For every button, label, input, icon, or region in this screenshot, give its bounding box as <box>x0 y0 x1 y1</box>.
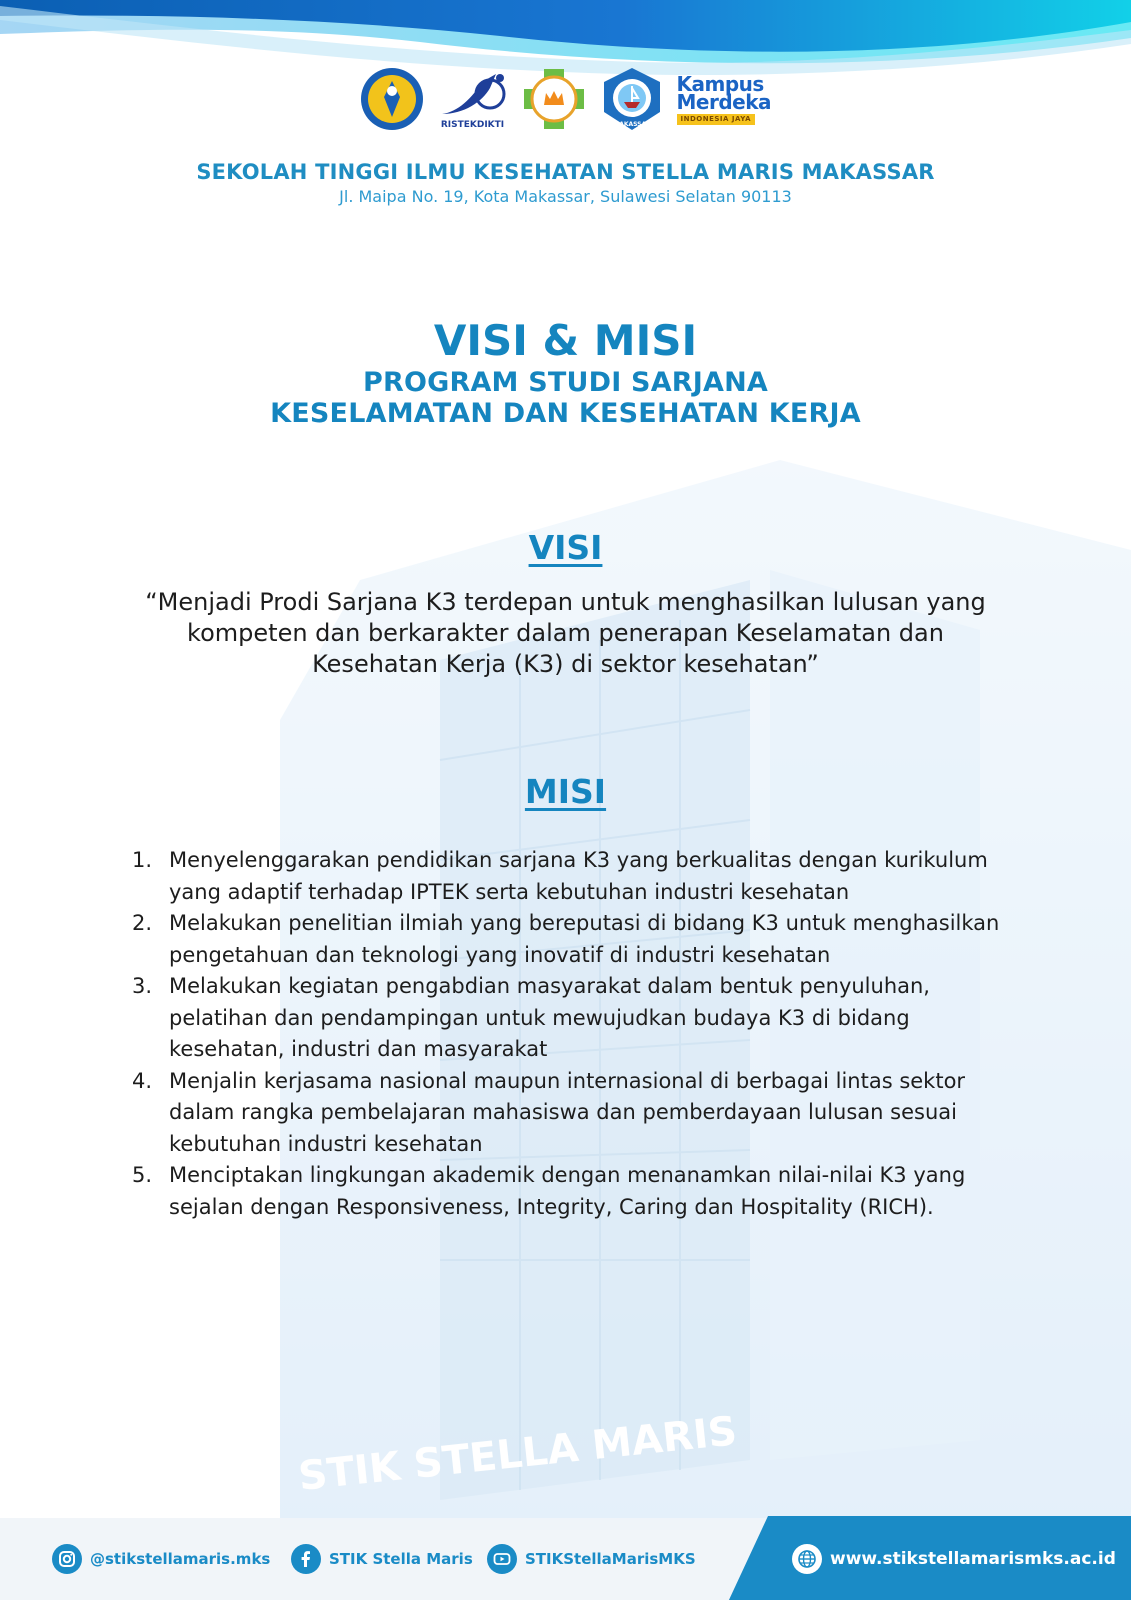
instagram-link[interactable] <box>52 1544 270 1574</box>
main-title: VISI & MISI <box>433 316 698 365</box>
website-link[interactable] <box>792 1544 1116 1574</box>
facebook-link[interactable] <box>291 1544 473 1574</box>
misi-item-number: 4. <box>132 1068 153 1093</box>
misi-item-text: Melakukan kegiatan pengabdian masyarakat dalam bentuk penyuluhan, pelatihan dan pendampingan untuk mewujudkan budaya K3 di bidang kesehatan, industri dan masyarakat <box>169 974 930 1061</box>
visi-statement: “Menjadi Prodi Sarjana K3 terdepan untuk menghasilkan lulusan yang kompeten dan berkarakter dalam penerapan Keselamatan dan Kesehatan Kerja (K3) di sektor kesehatan” <box>145 588 986 678</box>
misi-item-text: Menjalin kerjasama nasional maupun internasional di berbagai lintas sektor dalam rangka pembelajaran mahasiswa dan pemberdayaan lulusan sesuai kebutuhan industri kesehatan <box>169 1068 966 1156</box>
kampus-merdeka-logo <box>677 66 773 132</box>
tut-wuri-handayani-logo <box>359 66 425 132</box>
misi-item-number: 3. <box>132 974 153 998</box>
subtitle-line-2: KESELAMATAN DAN KESEHATAN KERJA <box>270 398 861 429</box>
stella-maris-logo <box>599 66 665 132</box>
institution-name: SEKOLAH TINGGI ILMU KESEHATAN STELLA MARIS MAKASSAR <box>196 160 935 184</box>
misi-item <box>132 1066 1022 1161</box>
facebook-name: STIK Stella Maris <box>329 1550 473 1568</box>
yayasan-ratna-miriam-logo <box>521 66 587 132</box>
visi-heading: VISI <box>528 528 603 567</box>
misi-item-number: 1. <box>132 848 153 872</box>
misi-item-text: Menciptakan lingkungan akademik dengan menanamkan nilai-nilai K3 yang sejalan dengan Responsiveness, Integrity, Caring dan Hospitality (RICH). <box>169 1163 966 1219</box>
logo-row <box>0 66 1131 132</box>
footer <box>0 1518 1131 1600</box>
instagram-handle: @stikstellamaris.mks <box>90 1550 271 1568</box>
kampus-merdeka-line1: Kampus <box>676 71 764 96</box>
kampus-merdeka-tagline: INDONESIA JAYA <box>677 114 756 125</box>
subtitle-line-1: PROGRAM STUDI SARJANA <box>362 367 769 398</box>
misi-item-text: Menyelenggarakan pendidikan sarjana K3 yang berkualitas dengan kurikulum yang adaptif terhadap IPTEK serta kebutuhan industri kesehatan <box>169 848 988 904</box>
misi-item-text: Melakukan penelitian ilmiah yang bereputasi di bidang K3 untuk menghasilkan pengetahuan dan teknologi yang inovatif di industri kesehatan <box>169 911 1000 967</box>
youtube-link[interactable] <box>487 1544 696 1574</box>
ristekdikti-caption: RISTEKDIKTI <box>440 120 505 130</box>
misi-item <box>132 971 1022 1066</box>
building-sign-text: STIK STELLA MARIS <box>296 1408 740 1500</box>
website-url: www.stikstellamarismks.ac.id <box>830 1549 1116 1569</box>
misi-item <box>132 908 1022 971</box>
youtube-icon <box>487 1544 517 1574</box>
youtube-channel: STIKStellaMarisMKS <box>525 1550 696 1568</box>
misi-heading: MISI <box>524 772 607 811</box>
misi-item <box>132 1160 1022 1223</box>
globe-icon <box>792 1544 822 1574</box>
ristekdikti-logo <box>437 66 509 132</box>
misi-item <box>132 845 1022 908</box>
institution-address: Jl. Maipa No. 19, Kota Makassar, Sulawesi Selatan 90113 <box>339 187 792 206</box>
misi-item-number: 2. <box>132 911 153 935</box>
misi-item-number: 5. <box>132 1163 153 1187</box>
kampus-merdeka-line2: Merdeka <box>676 89 772 114</box>
stella-maris-caption: MAKASSAR <box>612 121 651 128</box>
instagram-icon <box>52 1544 82 1574</box>
misi-list <box>132 845 1022 1223</box>
facebook-icon <box>291 1544 321 1574</box>
